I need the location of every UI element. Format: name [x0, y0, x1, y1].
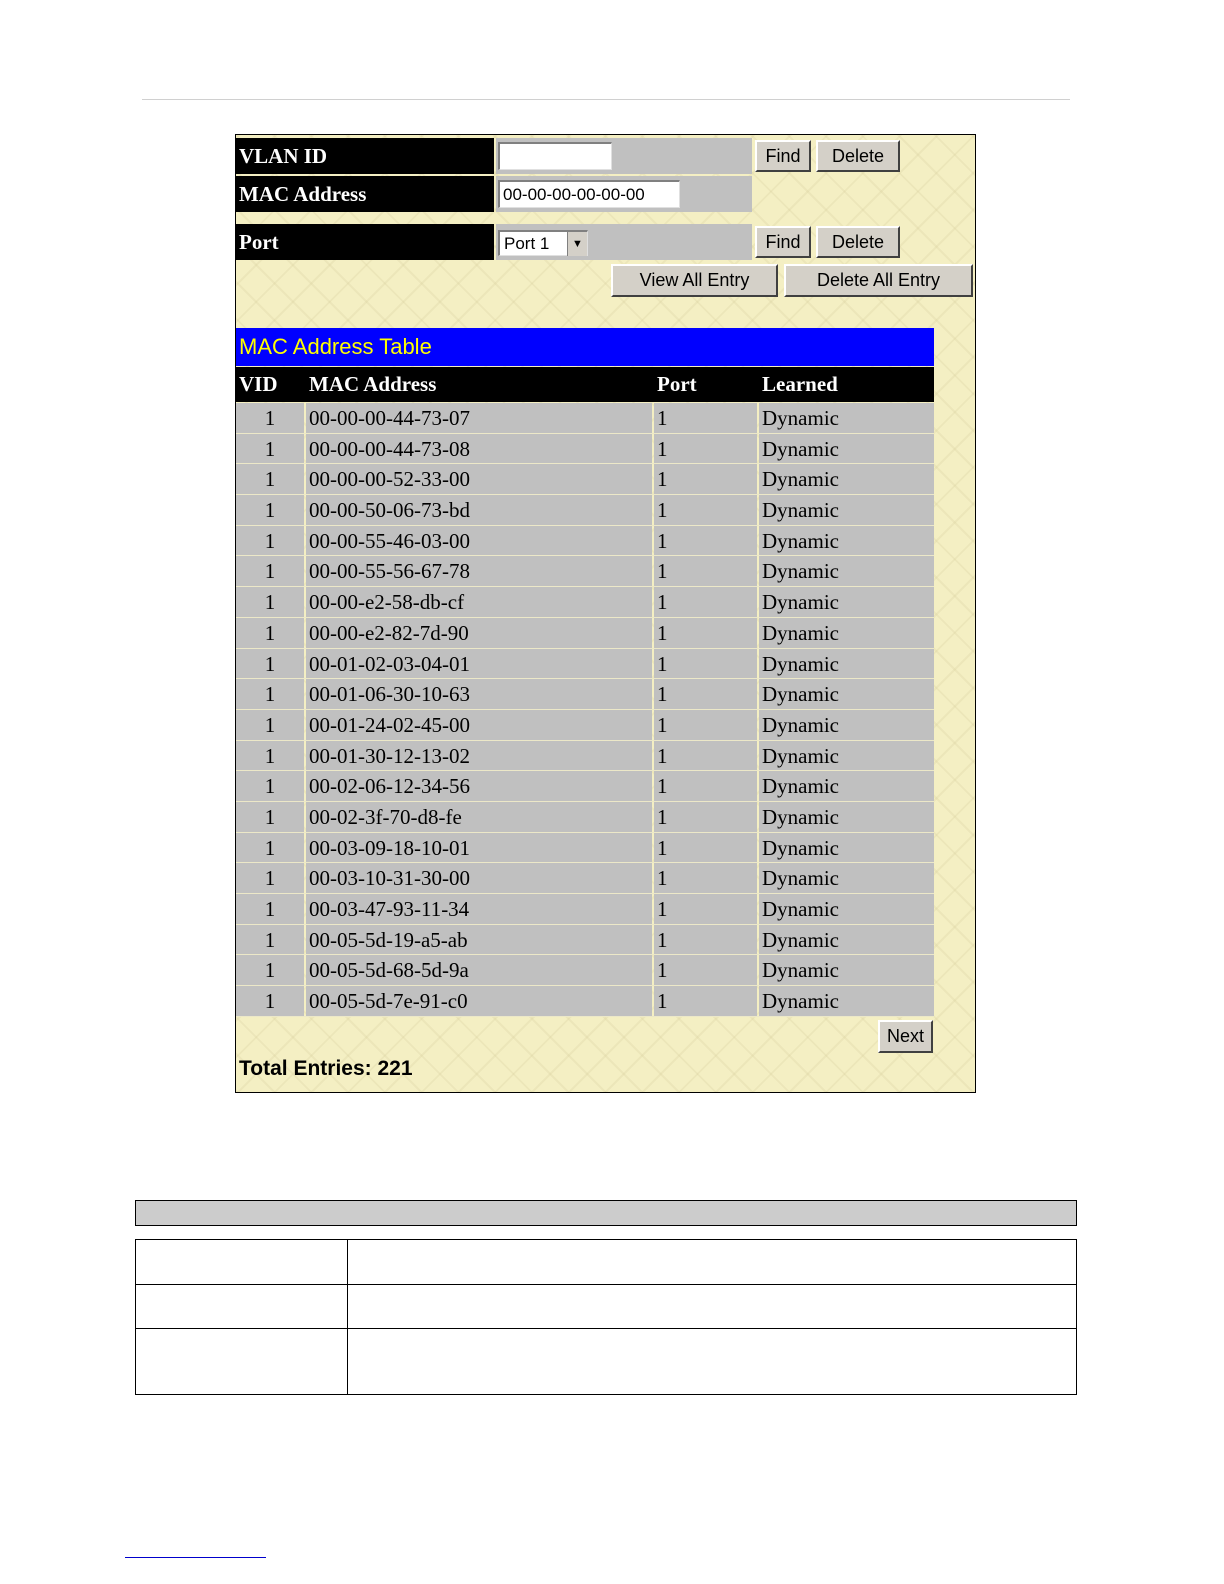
cell-mac-address: 00-02-3f-70-d8-fe	[306, 802, 652, 832]
cell-mac-address: 00-01-30-12-13-02	[306, 741, 652, 771]
column-header-mac-address: MAC Address	[309, 372, 437, 396]
view-all-entry-button[interactable]: View All Entry	[611, 264, 778, 297]
table-row	[236, 495, 934, 526]
description-parameter-cell	[136, 1329, 348, 1395]
cell-port: 1	[654, 955, 757, 985]
cell-port: 1	[654, 833, 757, 863]
table-header	[236, 367, 934, 402]
table-row	[236, 679, 934, 710]
table-row	[236, 894, 934, 925]
port-delete-button[interactable]: Delete	[816, 226, 900, 258]
description-parameter-cell	[136, 1240, 348, 1285]
cell-learned: Dynamic	[759, 710, 934, 740]
cell-learned: Dynamic	[759, 464, 934, 494]
cell-mac-address: 00-01-06-30-10-63	[306, 679, 652, 709]
description-text-cell	[348, 1240, 1077, 1285]
cell-port: 1	[654, 495, 757, 525]
cell-mac-address: 00-00-00-52-33-00	[306, 464, 652, 494]
cell-vid: 1	[236, 802, 304, 832]
cell-mac-address: 00-01-24-02-45-00	[306, 710, 652, 740]
table-row	[236, 986, 934, 1017]
table-row	[236, 434, 934, 465]
cell-vid: 1	[236, 925, 304, 955]
cell-vid: 1	[236, 771, 304, 801]
port-select[interactable]	[498, 230, 588, 256]
cell-vid: 1	[236, 403, 304, 433]
cell-vid: 1	[236, 649, 304, 679]
cell-learned: Dynamic	[759, 955, 934, 985]
cell-port: 1	[654, 679, 757, 709]
cell-learned: Dynamic	[759, 894, 934, 924]
cell-learned: Dynamic	[759, 556, 934, 586]
cell-learned: Dynamic	[759, 833, 934, 863]
cell-vid: 1	[236, 741, 304, 771]
cell-vid: 1	[236, 618, 304, 648]
cell-learned: Dynamic	[759, 741, 934, 771]
cell-learned: Dynamic	[759, 587, 934, 617]
port-find-button[interactable]: Find	[755, 226, 811, 258]
next-button[interactable]: Next	[878, 1020, 933, 1053]
cell-mac-address: 00-00-55-46-03-00	[306, 526, 652, 556]
cell-vid: 1	[236, 464, 304, 494]
cell-vid: 1	[236, 833, 304, 863]
cell-port: 1	[654, 802, 757, 832]
description-parameter-cell	[136, 1285, 348, 1329]
cell-port: 1	[654, 526, 757, 556]
table-row	[236, 955, 934, 986]
cell-learned: Dynamic	[759, 771, 934, 801]
cell-learned: Dynamic	[759, 618, 934, 648]
description-row	[136, 1329, 1077, 1395]
cell-mac-address: 00-00-e2-58-db-cf	[306, 587, 652, 617]
cell-mac-address: 00-05-5d-19-a5-ab	[306, 925, 652, 955]
vlan-find-button[interactable]: Find	[755, 140, 811, 172]
cell-learned: Dynamic	[759, 925, 934, 955]
column-header-vid: VID	[239, 372, 278, 396]
cell-mac-address: 00-00-55-56-67-78	[306, 556, 652, 586]
table-row	[236, 618, 934, 649]
cell-port: 1	[654, 403, 757, 433]
table-row	[236, 925, 934, 956]
vlan-id-input[interactable]	[498, 142, 612, 170]
cell-vid: 1	[236, 526, 304, 556]
cell-vid: 1	[236, 710, 304, 740]
mac-address-input[interactable]: 00-00-00-00-00-00	[498, 180, 680, 208]
cell-mac-address: 00-00-00-44-73-07	[306, 403, 652, 433]
cell-vid: 1	[236, 679, 304, 709]
cell-mac-address: 00-03-47-93-11-34	[306, 894, 652, 924]
cell-port: 1	[654, 710, 757, 740]
cell-port: 1	[654, 618, 757, 648]
cell-port: 1	[654, 649, 757, 679]
vlan-delete-button[interactable]: Delete	[816, 140, 900, 172]
cell-port: 1	[654, 986, 757, 1016]
description-text-cell	[348, 1329, 1077, 1395]
cell-mac-address: 00-05-5d-7e-91-c0	[306, 986, 652, 1016]
header-rule	[142, 99, 1070, 100]
cell-learned: Dynamic	[759, 679, 934, 709]
cell-mac-address: 00-00-50-06-73-bd	[306, 495, 652, 525]
column-header-port: Port	[657, 372, 697, 396]
table-row	[236, 833, 934, 864]
cell-vid: 1	[236, 495, 304, 525]
chevron-down-icon[interactable]: ▼	[567, 232, 587, 256]
mac-address-table-panel	[235, 134, 976, 1093]
cell-learned: Dynamic	[759, 434, 934, 464]
description-text-cell	[348, 1285, 1077, 1329]
mac-address-label: MAC Address	[236, 176, 494, 212]
cell-mac-address: 00-03-09-18-10-01	[306, 833, 652, 863]
total-entries: Total Entries: 221	[239, 1057, 413, 1080]
table-row	[236, 802, 934, 833]
cell-port: 1	[654, 771, 757, 801]
table-row	[236, 556, 934, 587]
cell-mac-address: 00-00-e2-82-7d-90	[306, 618, 652, 648]
table-row	[236, 587, 934, 618]
cell-learned: Dynamic	[759, 986, 934, 1016]
cell-port: 1	[654, 925, 757, 955]
footer-link-rule	[125, 1557, 266, 1558]
table-row	[236, 863, 934, 894]
cell-learned: Dynamic	[759, 649, 934, 679]
table-row	[236, 710, 934, 741]
table-row	[236, 741, 934, 772]
table-row	[236, 649, 934, 680]
cell-mac-address: 00-05-5d-68-5d-9a	[306, 955, 652, 985]
cell-learned: Dynamic	[759, 863, 934, 893]
description-table-header	[135, 1200, 1077, 1226]
cell-vid: 1	[236, 587, 304, 617]
cell-vid: 1	[236, 955, 304, 985]
port-label: Port	[236, 224, 494, 260]
table-title: MAC Address Table	[236, 328, 934, 366]
cell-mac-address: 00-02-06-12-34-56	[306, 771, 652, 801]
cell-port: 1	[654, 587, 757, 617]
table-row	[236, 403, 934, 434]
cell-vid: 1	[236, 894, 304, 924]
cell-vid: 1	[236, 863, 304, 893]
cell-mac-address: 00-03-10-31-30-00	[306, 863, 652, 893]
cell-port: 1	[654, 434, 757, 464]
table-body	[236, 403, 934, 1017]
cell-port: 1	[654, 464, 757, 494]
cell-mac-address: 00-00-00-44-73-08	[306, 434, 652, 464]
cell-vid: 1	[236, 434, 304, 464]
cell-port: 1	[654, 863, 757, 893]
cell-mac-address: 00-01-02-03-04-01	[306, 649, 652, 679]
table-row	[236, 526, 934, 557]
cell-port: 1	[654, 556, 757, 586]
description-row	[136, 1240, 1077, 1285]
cell-port: 1	[654, 741, 757, 771]
cell-learned: Dynamic	[759, 495, 934, 525]
cell-vid: 1	[236, 556, 304, 586]
port-select-value: Port 1	[504, 234, 550, 253]
cell-port: 1	[654, 894, 757, 924]
description-table	[135, 1239, 1077, 1395]
cell-learned: Dynamic	[759, 802, 934, 832]
cell-learned: Dynamic	[759, 526, 934, 556]
cell-vid: 1	[236, 986, 304, 1016]
delete-all-entry-button[interactable]: Delete All Entry	[784, 264, 973, 297]
table-row	[236, 771, 934, 802]
column-header-learned: Learned	[762, 372, 838, 396]
description-row	[136, 1285, 1077, 1329]
table-row	[236, 464, 934, 495]
cell-learned: Dynamic	[759, 403, 934, 433]
vlan-id-label: VLAN ID	[236, 138, 494, 174]
